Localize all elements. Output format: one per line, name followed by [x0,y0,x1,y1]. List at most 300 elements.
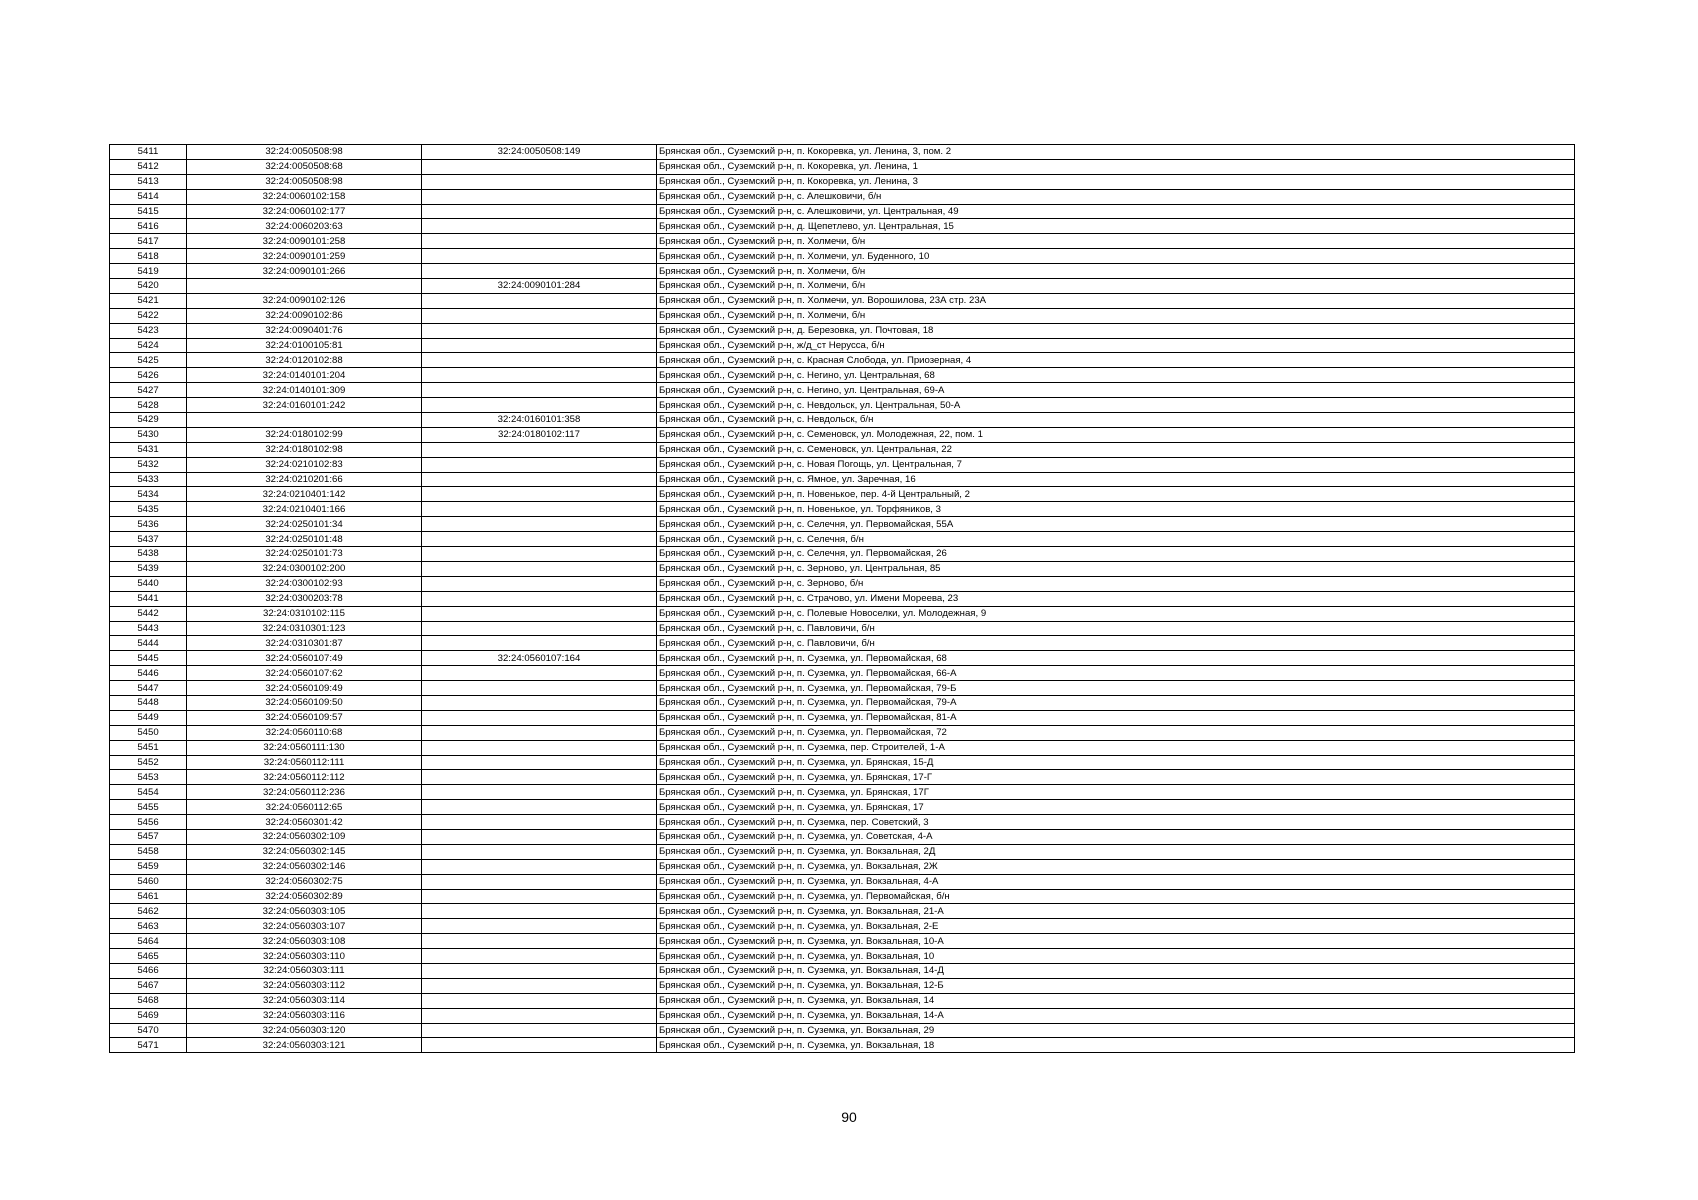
address-cell: Брянская обл., Суземский р-н, с. Семеновск, ул. Центральная, 22 [657,442,1575,457]
address-cell: Брянская обл., Суземский р-н, п. Суземка, пер. Строителей, 1-А [657,740,1575,755]
related-cadastral-number-cell [422,889,657,904]
table-row [110,949,1575,964]
related-cadastral-number-cell [422,442,657,457]
table-row [110,695,1575,710]
table-row [110,532,1575,547]
table-row [110,383,1575,398]
related-cadastral-number-cell [422,1038,657,1053]
row-number-cell: 5438 [110,547,187,562]
address-cell: Брянская обл., Суземский р-н, п. Суземка, ул. Вокзальная, 4-А [657,874,1575,889]
related-cadastral-number-cell [422,517,657,532]
row-number-cell: 5443 [110,621,187,636]
address-cell: Брянская обл., Суземский р-н, п. Суземка, ул. Брянская, 15-Д [657,755,1575,770]
row-number-cell: 5436 [110,517,187,532]
related-cadastral-number-cell [422,770,657,785]
table-row [110,815,1575,830]
table-row [110,517,1575,532]
table-row [110,234,1575,249]
row-number-cell: 5458 [110,844,187,859]
table-row [110,442,1575,457]
cadastral-number-cell: 32:24:0090102:86 [187,308,422,323]
related-cadastral-number-cell [422,800,657,815]
table-row [110,249,1575,264]
address-cell: Брянская обл., Суземский р-н, п. Суземка, ул. Вокзальная, 14-А [657,1008,1575,1023]
related-cadastral-number-cell [422,264,657,279]
cadastral-number-cell: 32:24:0090101:266 [187,264,422,279]
table-row [110,547,1575,562]
cadastral-number-cell: 32:24:0560303:121 [187,1038,422,1053]
cadastral-number-cell: 32:24:0250101:73 [187,547,422,562]
address-cell: Брянская обл., Суземский р-н, п. Новенькое, ул. Торфяников, 3 [657,502,1575,517]
cadastral-number-cell: 32:24:0060102:158 [187,189,422,204]
related-cadastral-number-cell: 32:24:0050508:149 [422,145,657,160]
cadastral-number-cell: 32:24:0560107:62 [187,666,422,681]
cadastral-number-cell: 32:24:0090101:258 [187,234,422,249]
related-cadastral-number-cell [422,383,657,398]
related-cadastral-number-cell [422,398,657,413]
table-row [110,279,1575,294]
address-cell: Брянская обл., Суземский р-н, д. Березовка, ул. Почтовая, 18 [657,323,1575,338]
cadastral-number-cell: 32:24:0560301:42 [187,815,422,830]
table-row [110,338,1575,353]
row-number-cell: 5426 [110,368,187,383]
related-cadastral-number-cell [422,874,657,889]
registry-table [109,144,1575,1053]
table-row [110,323,1575,338]
row-number-cell: 5453 [110,770,187,785]
cadastral-number-cell: 32:24:0140101:204 [187,368,422,383]
table-row [110,219,1575,234]
address-cell: Брянская обл., Суземский р-н, п. Суземка, ул. Вокзальная, 10 [657,949,1575,964]
table-row [110,740,1575,755]
related-cadastral-number-cell [422,487,657,502]
table-row [110,368,1575,383]
row-number-cell: 5437 [110,532,187,547]
address-cell: Брянская обл., Суземский р-н, п. Холмечи, б/н [657,308,1575,323]
table-row [110,993,1575,1008]
related-cadastral-number-cell [422,785,657,800]
cadastral-number-cell: 32:24:0060102:177 [187,204,422,219]
address-cell: Брянская обл., Суземский р-н, с. Красная Слобода, ул. Приозерная, 4 [657,353,1575,368]
table-row [110,710,1575,725]
table-row [110,189,1575,204]
row-number-cell: 5446 [110,666,187,681]
row-number-cell: 5454 [110,785,187,800]
address-cell: Брянская обл., Суземский р-н, п. Суземка, ул. Первомайская, 79-Б [657,681,1575,696]
address-cell: Брянская обл., Суземский р-н, с. Новая Погощь, ул. Центральная, 7 [657,457,1575,472]
row-number-cell: 5459 [110,859,187,874]
cadastral-number-cell [187,413,422,428]
address-cell: Брянская обл., Суземский р-н, п. Холмечи, ул. Ворошилова, 23А стр. 23А [657,293,1575,308]
related-cadastral-number-cell [422,591,657,606]
table-row [110,472,1575,487]
cadastral-number-cell: 32:24:0180102:98 [187,442,422,457]
cadastral-number-cell: 32:24:0560303:108 [187,934,422,949]
cadastral-number-cell: 32:24:0560302:109 [187,829,422,844]
cadastral-number-cell: 32:24:0560302:146 [187,859,422,874]
related-cadastral-number-cell [422,904,657,919]
address-cell: Брянская обл., Суземский р-н, п. Суземка, ул. Вокзальная, 29 [657,1023,1575,1038]
cadastral-number-cell: 32:24:0560107:49 [187,651,422,666]
address-cell: Брянская обл., Суземский р-н, с. Алешковичи, б/н [657,189,1575,204]
cadastral-number-cell: 32:24:0560112:65 [187,800,422,815]
related-cadastral-number-cell [422,859,657,874]
address-cell: Брянская обл., Суземский р-н, с. Семеновск, ул. Молодежная, 22, пом. 1 [657,427,1575,442]
cadastral-number-cell: 32:24:0560303:105 [187,904,422,919]
table-row [110,1038,1575,1053]
address-cell: Брянская обл., Суземский р-н, с. Невдольск, б/н [657,413,1575,428]
cadastral-number-cell: 32:24:0560112:112 [187,770,422,785]
cadastral-number-cell: 32:24:0090101:259 [187,249,422,264]
table-row [110,919,1575,934]
row-number-cell: 5448 [110,695,187,710]
table-row [110,293,1575,308]
address-cell: Брянская обл., Суземский р-н, с. Ямное, ул. Заречная, 16 [657,472,1575,487]
cadastral-number-cell: 32:24:0160101:242 [187,398,422,413]
address-cell: Брянская обл., Суземский р-н, п. Суземка, ул. Вокзальная, 2Ж [657,859,1575,874]
related-cadastral-number-cell [422,695,657,710]
related-cadastral-number-cell [422,323,657,338]
row-number-cell: 5444 [110,636,187,651]
table-row [110,413,1575,428]
cadastral-number-cell: 32:24:0060203:63 [187,219,422,234]
page-number: 90 [841,1109,857,1125]
related-cadastral-number-cell [422,159,657,174]
address-cell: Брянская обл., Суземский р-н, п. Суземка, ул. Вокзальная, 14 [657,993,1575,1008]
related-cadastral-number-cell [422,993,657,1008]
related-cadastral-number-cell [422,368,657,383]
cadastral-number-cell: 32:24:0090102:126 [187,293,422,308]
table-row [110,606,1575,621]
cadastral-number-cell: 32:24:0560110:68 [187,725,422,740]
address-cell: Брянская обл., Суземский р-н, п. Суземка, ул. Брянская, 17 [657,800,1575,815]
related-cadastral-number-cell [422,815,657,830]
cadastral-number-cell: 32:24:0050508:98 [187,174,422,189]
row-number-cell: 5416 [110,219,187,234]
row-number-cell: 5468 [110,993,187,1008]
row-number-cell: 5422 [110,308,187,323]
related-cadastral-number-cell [422,919,657,934]
related-cadastral-number-cell [422,219,657,234]
cadastral-number-cell: 32:24:0210102:83 [187,457,422,472]
address-cell: Брянская обл., Суземский р-н, п. Суземка, ул. Первомайская, б/н [657,889,1575,904]
cadastral-number-cell: 32:24:0300203:78 [187,591,422,606]
address-cell: Брянская обл., Суземский р-н, п. Холмечи, б/н [657,234,1575,249]
related-cadastral-number-cell [422,636,657,651]
row-number-cell: 5460 [110,874,187,889]
row-number-cell: 5411 [110,145,187,160]
row-number-cell: 5435 [110,502,187,517]
row-number-cell: 5469 [110,1008,187,1023]
table-row [110,561,1575,576]
cadastral-number-cell: 32:24:0560109:50 [187,695,422,710]
address-cell: Брянская обл., Суземский р-н, п. Кокоревка, ул. Ленина, 3, пом. 2 [657,145,1575,160]
address-cell: Брянская обл., Суземский р-н, п. Суземка, ул. Брянская, 17Г [657,785,1575,800]
related-cadastral-number-cell [422,829,657,844]
cadastral-number-cell: 32:24:0560112:236 [187,785,422,800]
related-cadastral-number-cell: 32:24:0160101:358 [422,413,657,428]
address-cell: Брянская обл., Суземский р-н, п. Суземка, ул. Первомайская, 79-А [657,695,1575,710]
related-cadastral-number-cell [422,978,657,993]
row-number-cell: 5451 [110,740,187,755]
row-number-cell: 5413 [110,174,187,189]
related-cadastral-number-cell [422,174,657,189]
row-number-cell: 5434 [110,487,187,502]
address-cell: Брянская обл., Суземский р-н, с. Негино, ул. Центральная, 69-А [657,383,1575,398]
table-row [110,681,1575,696]
address-cell: Брянская обл., Суземский р-н, п. Суземка, ул. Вокзальная, 2Д [657,844,1575,859]
address-cell: Брянская обл., Суземский р-н, п. Холмечи, б/н [657,264,1575,279]
registry-table-body [110,145,1575,1053]
row-number-cell: 5471 [110,1038,187,1053]
address-cell: Брянская обл., Суземский р-н, с. Полевые Новоселки, ул. Молодежная, 9 [657,606,1575,621]
table-row [110,145,1575,160]
row-number-cell: 5464 [110,934,187,949]
table-row [110,844,1575,859]
table-row [110,904,1575,919]
cadastral-number-cell: 32:24:0560303:112 [187,978,422,993]
row-number-cell: 5439 [110,561,187,576]
table-row [110,457,1575,472]
related-cadastral-number-cell [422,606,657,621]
row-number-cell: 5424 [110,338,187,353]
related-cadastral-number-cell [422,710,657,725]
table-row [110,264,1575,279]
row-number-cell: 5417 [110,234,187,249]
related-cadastral-number-cell [422,204,657,219]
related-cadastral-number-cell [422,621,657,636]
row-number-cell: 5450 [110,725,187,740]
address-cell: Брянская обл., Суземский р-н, п. Суземка, ул. Первомайская, 81-А [657,710,1575,725]
address-cell: Брянская обл., Суземский р-н, п. Суземка, ул. Вокзальная, 2-Е [657,919,1575,934]
table-row [110,934,1575,949]
row-number-cell: 5465 [110,949,187,964]
related-cadastral-number-cell [422,844,657,859]
cadastral-number-cell: 32:24:0310301:123 [187,621,422,636]
table-row [110,755,1575,770]
table-row [110,621,1575,636]
cadastral-number-cell: 32:24:0210401:142 [187,487,422,502]
address-cell: Брянская обл., Суземский р-н, п. Новенькое, пер. 4-й Центральный, 2 [657,487,1575,502]
address-cell: Брянская обл., Суземский р-н, с. Зерново, б/н [657,576,1575,591]
table-row [110,1023,1575,1038]
row-number-cell: 5415 [110,204,187,219]
address-cell: Брянская обл., Суземский р-н, п. Холмечи, ул. Буденного, 10 [657,249,1575,264]
address-cell: Брянская обл., Суземский р-н, с. Страчово, ул. Имени Мореева, 23 [657,591,1575,606]
cadastral-number-cell: 32:24:0050508:98 [187,145,422,160]
cadastral-number-cell: 32:24:0310301:87 [187,636,422,651]
related-cadastral-number-cell [422,189,657,204]
cadastral-number-cell: 32:24:0560302:75 [187,874,422,889]
cadastral-number-cell: 32:24:0250101:34 [187,517,422,532]
related-cadastral-number-cell [422,963,657,978]
related-cadastral-number-cell [422,576,657,591]
address-cell: Брянская обл., Суземский р-н, п. Кокоревка, ул. Ленина, 1 [657,159,1575,174]
table-row [110,874,1575,889]
cadastral-number-cell: 32:24:0560112:111 [187,755,422,770]
table-row [110,651,1575,666]
address-cell: Брянская обл., Суземский р-н, п. Суземка, ул. Вокзальная, 18 [657,1038,1575,1053]
cadastral-number-cell: 32:24:0300102:93 [187,576,422,591]
row-number-cell: 5414 [110,189,187,204]
related-cadastral-number-cell: 32:24:0560107:164 [422,651,657,666]
address-cell: Брянская обл., Суземский р-н, ж/д_ст Нерусса, б/н [657,338,1575,353]
cadastral-number-cell: 32:24:0560111:130 [187,740,422,755]
row-number-cell: 5470 [110,1023,187,1038]
related-cadastral-number-cell [422,949,657,964]
table-row [110,204,1575,219]
cadastral-number-cell: 32:24:0560109:57 [187,710,422,725]
address-cell: Брянская обл., Суземский р-н, с. Невдольск, ул. Центральная, 50-А [657,398,1575,413]
row-number-cell: 5427 [110,383,187,398]
table-row [110,829,1575,844]
cadastral-number-cell: 32:24:0250101:48 [187,532,422,547]
address-cell: Брянская обл., Суземский р-н, с. Павловичи, б/н [657,621,1575,636]
related-cadastral-number-cell [422,1008,657,1023]
row-number-cell: 5447 [110,681,187,696]
related-cadastral-number-cell [422,934,657,949]
table-row [110,487,1575,502]
cadastral-number-cell: 32:24:0560303:111 [187,963,422,978]
table-row [110,636,1575,651]
related-cadastral-number-cell [422,338,657,353]
related-cadastral-number-cell [422,740,657,755]
row-number-cell: 5441 [110,591,187,606]
cadastral-number-cell: 32:24:0560303:114 [187,993,422,1008]
cadastral-number-cell: 32:24:0180102:99 [187,427,422,442]
row-number-cell: 5452 [110,755,187,770]
address-cell: Брянская обл., Суземский р-н, п. Суземка, ул. Вокзальная, 14-Д [657,963,1575,978]
row-number-cell: 5423 [110,323,187,338]
table-row [110,725,1575,740]
table-row [110,666,1575,681]
cadastral-number-cell: 32:24:0560302:89 [187,889,422,904]
table-row [110,502,1575,517]
address-cell: Брянская обл., Суземский р-н, п. Суземка, ул. Вокзальная, 21-А [657,904,1575,919]
table-row [110,398,1575,413]
table-row [110,889,1575,904]
address-cell: Брянская обл., Суземский р-н, с. Селечня, ул. Первомайская, 55А [657,517,1575,532]
row-number-cell: 5425 [110,353,187,368]
related-cadastral-number-cell [422,755,657,770]
row-number-cell: 5449 [110,710,187,725]
cadastral-number-cell [187,279,422,294]
address-cell: Брянская обл., Суземский р-н, п. Суземка, ул. Вокзальная, 12-Б [657,978,1575,993]
row-number-cell: 5419 [110,264,187,279]
row-number-cell: 5442 [110,606,187,621]
related-cadastral-number-cell [422,293,657,308]
related-cadastral-number-cell: 32:24:0180102:117 [422,427,657,442]
table-row [110,591,1575,606]
cadastral-number-cell: 32:24:0560303:120 [187,1023,422,1038]
row-number-cell: 5412 [110,159,187,174]
table-row [110,1008,1575,1023]
row-number-cell: 5433 [110,472,187,487]
row-number-cell: 5432 [110,457,187,472]
row-number-cell: 5463 [110,919,187,934]
cadastral-number-cell: 32:24:0300102:200 [187,561,422,576]
cadastral-number-cell: 32:24:0310102:115 [187,606,422,621]
cadastral-number-cell: 32:24:0560303:107 [187,919,422,934]
row-number-cell: 5418 [110,249,187,264]
address-cell: Брянская обл., Суземский р-н, п. Суземка, ул. Вокзальная, 10-А [657,934,1575,949]
table-row [110,978,1575,993]
address-cell: Брянская обл., Суземский р-н, п. Суземка, ул. Первомайская, 66-А [657,666,1575,681]
cadastral-number-cell: 32:24:0050508:68 [187,159,422,174]
table-row [110,159,1575,174]
row-number-cell: 5430 [110,427,187,442]
cadastral-number-cell: 32:24:0560303:116 [187,1008,422,1023]
table-row [110,770,1575,785]
row-number-cell: 5420 [110,279,187,294]
related-cadastral-number-cell [422,472,657,487]
table-row [110,576,1575,591]
address-cell: Брянская обл., Суземский р-н, п. Суземка, ул. Брянская, 17-Г [657,770,1575,785]
address-cell: Брянская обл., Суземский р-н, с. Зерново, ул. Центральная, 85 [657,561,1575,576]
cadastral-number-cell: 32:24:0100105:81 [187,338,422,353]
row-number-cell: 5455 [110,800,187,815]
address-cell: Брянская обл., Суземский р-н, с. Негино, ул. Центральная, 68 [657,368,1575,383]
address-cell: Брянская обл., Суземский р-н, с. Селечня, ул. Первомайская, 26 [657,547,1575,562]
related-cadastral-number-cell [422,681,657,696]
related-cadastral-number-cell [422,234,657,249]
address-cell: Брянская обл., Суземский р-н, п. Кокоревка, ул. Ленина, 3 [657,174,1575,189]
address-cell: Брянская обл., Суземский р-н, п. Суземка, ул. Советская, 4-А [657,829,1575,844]
related-cadastral-number-cell [422,457,657,472]
address-cell: Брянская обл., Суземский р-н, с. Селечня, б/н [657,532,1575,547]
related-cadastral-number-cell [422,666,657,681]
related-cadastral-number-cell [422,532,657,547]
row-number-cell: 5431 [110,442,187,457]
row-number-cell: 5456 [110,815,187,830]
row-number-cell: 5421 [110,293,187,308]
row-number-cell: 5428 [110,398,187,413]
table-row [110,800,1575,815]
address-cell: Брянская обл., Суземский р-н, д. Щепетлево, ул. Центральная, 15 [657,219,1575,234]
row-number-cell: 5457 [110,829,187,844]
table-row [110,353,1575,368]
table-row [110,963,1575,978]
row-number-cell: 5440 [110,576,187,591]
row-number-cell: 5445 [110,651,187,666]
related-cadastral-number-cell: 32:24:0090101:284 [422,279,657,294]
row-number-cell: 5461 [110,889,187,904]
related-cadastral-number-cell [422,725,657,740]
address-cell: Брянская обл., Суземский р-н, с. Алешковичи, ул. Центральная, 49 [657,204,1575,219]
table-row [110,859,1575,874]
related-cadastral-number-cell [422,1023,657,1038]
table-row [110,427,1575,442]
cadastral-number-cell: 32:24:0120102:88 [187,353,422,368]
cadastral-number-cell: 32:24:0210201:66 [187,472,422,487]
related-cadastral-number-cell [422,547,657,562]
related-cadastral-number-cell [422,249,657,264]
row-number-cell: 5466 [110,963,187,978]
related-cadastral-number-cell [422,308,657,323]
table-row [110,308,1575,323]
cadastral-number-cell: 32:24:0140101:309 [187,383,422,398]
related-cadastral-number-cell [422,502,657,517]
cadastral-number-cell: 32:24:0560109:49 [187,681,422,696]
address-cell: Брянская обл., Суземский р-н, с. Павловичи, б/н [657,636,1575,651]
row-number-cell: 5467 [110,978,187,993]
related-cadastral-number-cell [422,353,657,368]
address-cell: Брянская обл., Суземский р-н, п. Суземка, пер. Советский, 3 [657,815,1575,830]
table-row [110,174,1575,189]
cadastral-number-cell: 32:24:0560302:145 [187,844,422,859]
address-cell: Брянская обл., Суземский р-н, п. Суземка, ул. Первомайская, 72 [657,725,1575,740]
row-number-cell: 5462 [110,904,187,919]
